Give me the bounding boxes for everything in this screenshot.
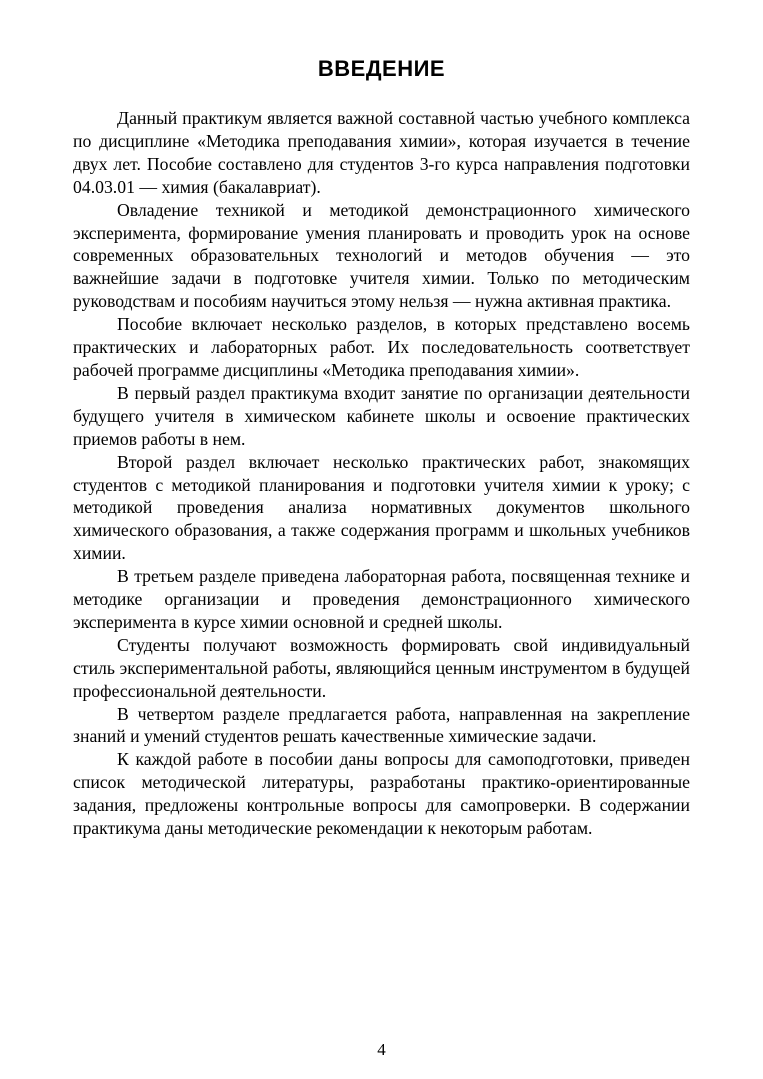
page-title: ВВЕДЕНИЕ — [317, 56, 446, 81]
paragraph-4: В первый раздел практикума входит занятие по организации деятельности будущего учителя в химическом кабинете школы и освоение практических приемов работы в нем. — [73, 382, 690, 449]
paragraph-8: В четвертом разделе предлагается работа, направленная на закрепление знаний и умений студентов решать качественные химические задачи. — [73, 703, 690, 747]
paragraph-3: Пособие включает несколько разделов, в которых представлено восемь практических и лабораторных работ. Их последовательность соответствует рабочей программе дисциплины «Методика преподавания химии». — [73, 314, 690, 380]
paragraph-9: К каждой работе в пособии даны вопросы для самоподготовки, приведен список методической литературы, разработаны практико-ориентированные задания, предложены контрольные вопросы для самопроверки. В содержании практикума даны методические рекомендации к некоторым работам. — [73, 749, 690, 839]
paragraph-2: Овладение техникой и методикой демонстрационного химического эксперимента, формирование умения планировать и проводить урок на основе современных образовательных технологий и методов обучения — это важнейшие задачи в подготовке учителя химии. Только по методическим руководствам и пособиям научиться этому нельзя — нужна активная практика. — [73, 199, 690, 312]
paragraph-1: Данный практикум является важной составной частью учебного комплекса по дисциплине «Методика преподавания химии», которая изучается в течение двух лет. Пособие составлено для студентов 3-го курса направления подготовки 04.03.01 — химия (бакалавриат). — [73, 108, 690, 197]
document-page — [73, 52, 690, 840]
page-number: 4 — [377, 1040, 386, 1059]
paragraph-5: Второй раздел включает несколько практических работ, знакомящих студентов с методикой планирования и подготовки учителя химии к уроку; с методикой проведения анализа нормативных документов школьного химического образования, а также содержания программ и школьных учебников химии. — [73, 451, 690, 564]
paragraph-6: В третьем разделе приведена лабораторная работа, посвященная технике и методике организации и проведения демонстрационного химического эксперимента в курсе химии основной и средней школы. — [73, 566, 690, 632]
paragraph-7: Студенты получают возможность формировать свой индивидуальный стиль экспериментальной работы, являющийся ценным инструментом в будущей профессиональной деятельности. — [73, 634, 690, 701]
